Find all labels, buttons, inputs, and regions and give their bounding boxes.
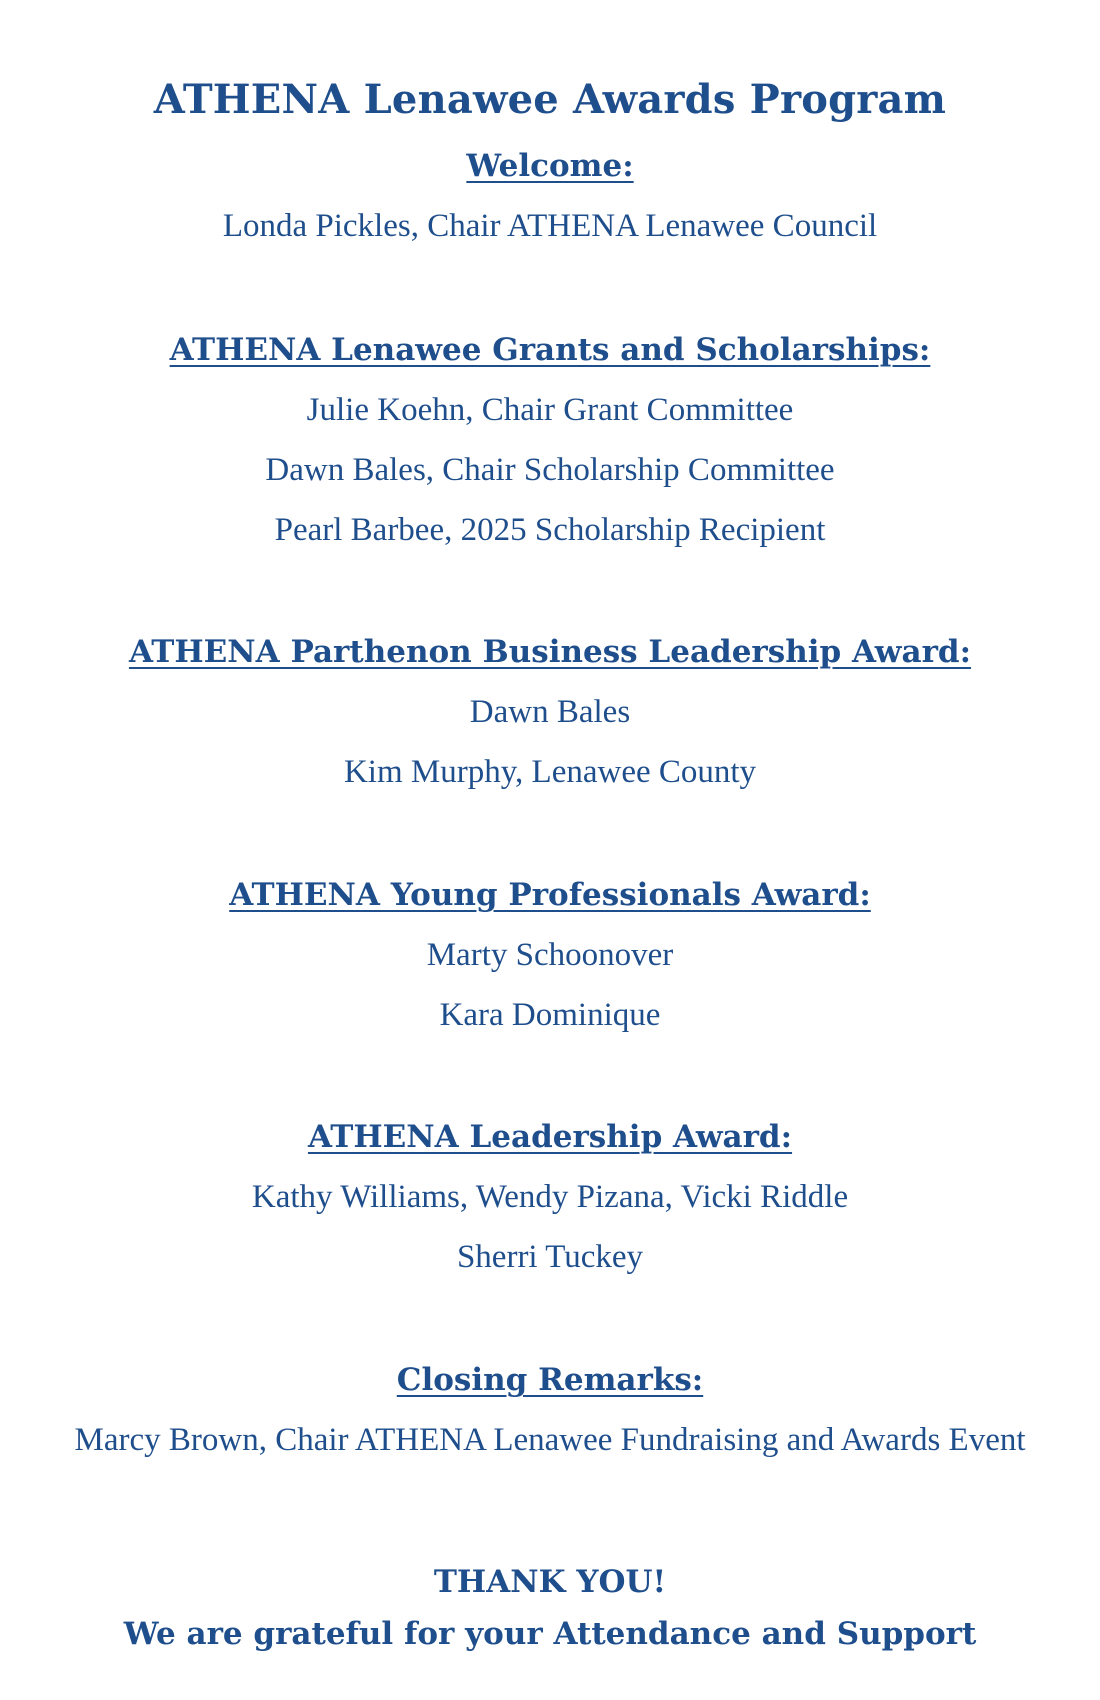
section-line: Pearl Barbee, 2025 Scholarship Recipient (274, 512, 826, 548)
section-line: Dawn Bales (469, 694, 631, 730)
section-line: Londa Pickles, Chair ATHENA Lenawee Council (222, 208, 878, 244)
section-line: Marcy Brown, Chair ATHENA Lenawee Fundraising and Awards Event (74, 1422, 1026, 1458)
section-heading-welcome: Welcome: (466, 148, 634, 184)
section-heading-grants-scholarships: ATHENA Lenawee Grants and Scholarships: (169, 332, 931, 368)
section-heading-parthenon-award: ATHENA Parthenon Business Leadership Award: (128, 634, 972, 670)
page-title: ATHENA Lenawee Awards Program (153, 76, 947, 123)
gratitude-text: We are grateful for your Attendance and Support (123, 1616, 977, 1652)
section-line: Kim Murphy, Lenawee County (343, 754, 757, 790)
thank-you-text: THANK YOU! (433, 1564, 667, 1600)
section-line: Marty Schoonover (426, 937, 674, 973)
section-line: Julie Koehn, Chair Grant Committee (306, 392, 794, 428)
section-heading-closing-remarks: Closing Remarks: (396, 1362, 704, 1398)
section-line: Kara Dominique (439, 997, 661, 1033)
section-line: Kathy Williams, Wendy Pizana, Vicki Riddle (251, 1179, 849, 1215)
section-heading-young-professionals-award: ATHENA Young Professionals Award: (229, 877, 871, 913)
section-line: Dawn Bales, Chair Scholarship Committee (265, 452, 835, 488)
section-heading-leadership-award: ATHENA Leadership Award: (307, 1119, 793, 1155)
section-line: Sherri Tuckey (456, 1239, 644, 1275)
